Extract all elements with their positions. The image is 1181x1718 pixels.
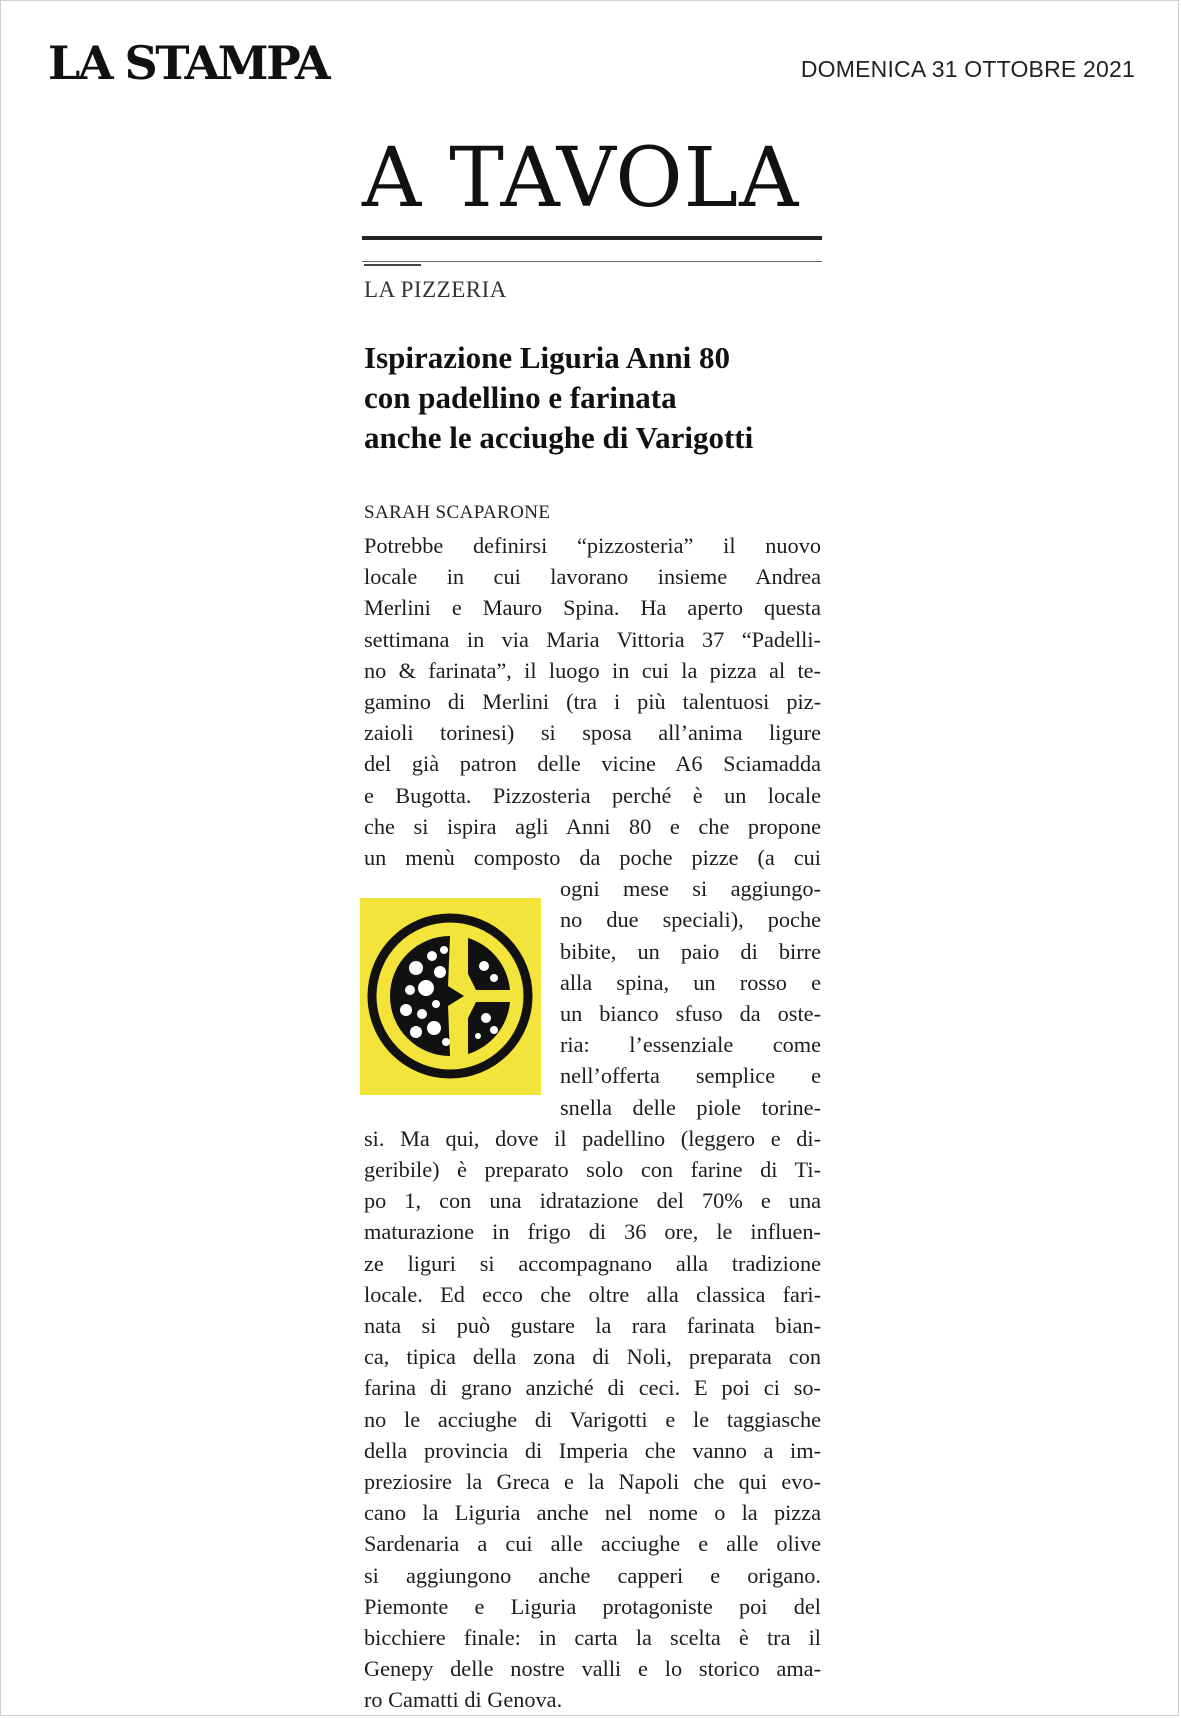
body-text-line: che si ispira agli Anni 80 e che propone (364, 813, 821, 839)
body-text-line: ria: l’essenziale come (560, 1032, 821, 1058)
article-byline: SARAH SCAPARONE (364, 502, 551, 523)
article-kicker: LA PIZZERIA (364, 277, 507, 302)
kicker-rule (362, 261, 822, 262)
body-text-line: maturazione in frigo di 36 ore, le influen- (364, 1219, 821, 1245)
body-text-line: farina di grano anziché di ceci. E poi ci so- (364, 1375, 821, 1401)
body-text-line: locale in cui lavorano insieme Andrea (364, 564, 821, 590)
body-text-line: snella delle piole torine- (560, 1094, 821, 1120)
body-text-line: preziosire la Greca e la Napoli che qui evo- (364, 1469, 821, 1494)
body-text-line: settimana in via Maria Vittoria 37 “Padelli- (364, 626, 821, 652)
body-text-line: ogni mese si aggiungo- (560, 876, 821, 902)
body-text-line: Genepy delle nostre valli e lo storico ama- (364, 1656, 821, 1682)
body-text-line: Sardenaria a cui alle acciughe e alle olive (364, 1531, 821, 1557)
body-text-line: nata si può gustare la rara farinata bian- (364, 1313, 821, 1338)
headline-line: anche le acciughe di Varigotti (364, 420, 754, 455)
body-text-line: della provincia di Imperia che vanno a im- (364, 1437, 821, 1463)
body-text-line: bicchiere finale: in carta la scelta è tra il (364, 1625, 821, 1650)
pizza-logo-icon (360, 898, 541, 1095)
kicker-accent-rule (364, 264, 421, 266)
article-headline (364, 338, 834, 458)
body-text-line: nell’offerta semplice e (560, 1063, 821, 1089)
body-text-line: e Bugotta. Pizzosteria perché è un locale (364, 782, 821, 808)
body-text-line: no due speciali), poche (560, 907, 821, 933)
body-text-line: no & farinata”, il luogo in cui la pizza al te- (364, 657, 821, 683)
body-text-line: alla spina, un rosso e (560, 969, 821, 995)
body-text-line: no le acciughe di Varigotti e le taggiasche (364, 1406, 821, 1432)
body-text-line: ro Camatti di Genova. (364, 1687, 563, 1713)
body-text-line: del già patron delle vicine A6 Sciamadda (364, 751, 821, 777)
body-text-line: si. Ma qui, dove il padellino (leggero e di- (364, 1125, 821, 1151)
body-text-line: si aggiungono anche capperi e origano. (364, 1562, 821, 1588)
issue-date: DOMENICA 31 OTTOBRE 2021 (800, 56, 1135, 82)
body-text-line: geribile) è preparato solo con farine di Ti- (364, 1157, 821, 1182)
body-text-line: bibite, un paio di birre (560, 938, 821, 964)
body-text-line: cano la Liguria anche nel nome o la pizza (364, 1500, 821, 1526)
section-title: A TAVOLA (362, 131, 800, 226)
body-text-line: locale. Ed ecco che oltre alla classica fari- (364, 1281, 821, 1307)
pizzeria-logo (360, 898, 541, 1095)
body-text-line: ca, tipica della zona di Noli, preparata con (364, 1344, 821, 1370)
body-text-line: Merlini e Mauro Spina. Ha aperto questa (364, 595, 821, 621)
body-text-line: gamino di Merlini (tra i più talentuosi piz- (364, 689, 821, 714)
body-text-line: ze liguri si accompagnano alla tradizione (364, 1250, 821, 1276)
headline-line: con padellino e farinata (364, 380, 677, 415)
body-text-line: Potrebbe definirsi “pizzosteria” il nuovo (364, 533, 821, 558)
newspaper-masthead: LA STAMPA (48, 36, 329, 90)
body-text-line: Piemonte e Liguria protagoniste poi del (364, 1593, 821, 1619)
body-text-line: zaioli torinesi) si sposa all’anima ligure (364, 720, 821, 746)
body-text-line: un menù composto da poche pizze (a cui (364, 845, 821, 870)
section-rule (362, 236, 822, 240)
headline-line: Ispirazione Liguria Anni 80 (364, 340, 731, 375)
body-text-line: po 1, con una idratazione del 70% e una (364, 1188, 821, 1214)
body-text-line: un bianco sfuso da oste- (560, 1001, 821, 1026)
